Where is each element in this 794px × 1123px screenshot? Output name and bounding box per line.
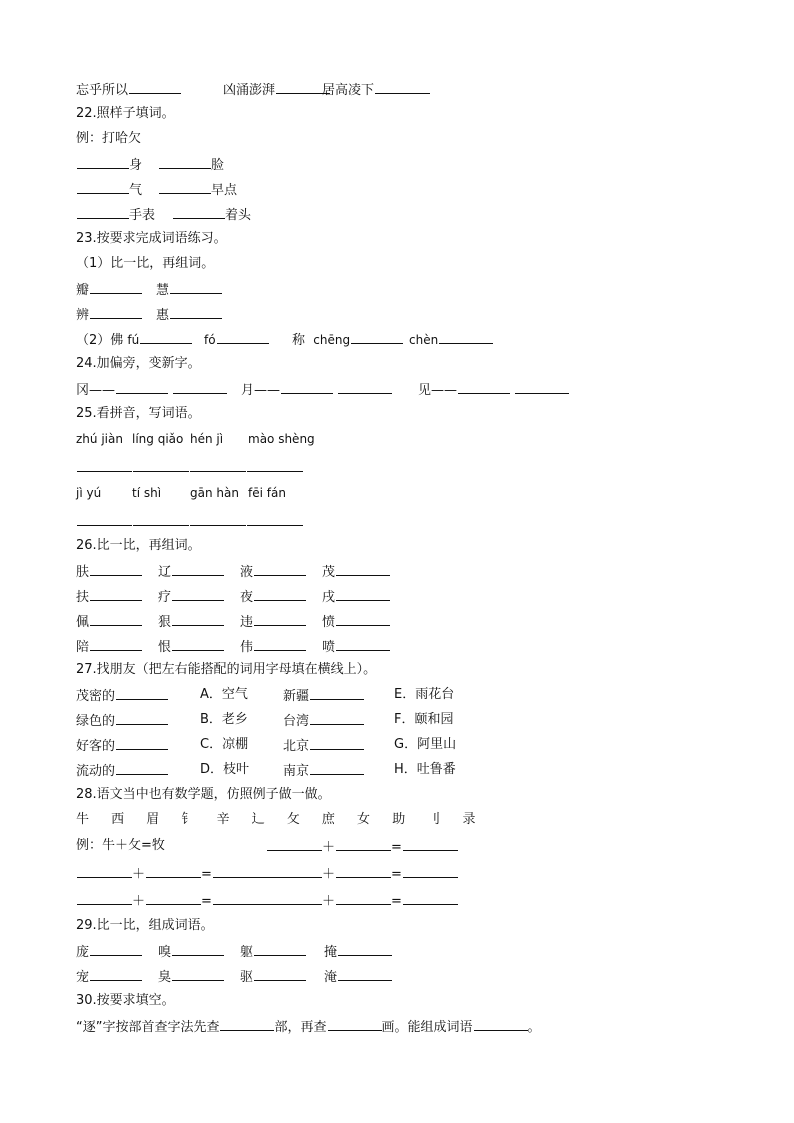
answer-blank[interactable] [172,560,224,576]
answer-blank[interactable] [254,610,306,626]
left-word: 茂密的 [76,689,116,704]
suffix-char: 身 [129,158,143,173]
pinyin: mào shèng [248,432,315,446]
option: C．凉棚 [200,737,249,752]
q27-row [76,759,764,781]
char: 狠 [158,615,172,630]
char: 肤 [76,565,90,580]
answer-blank[interactable] [133,456,189,472]
pinyin: líng qiǎo [132,432,184,446]
equals-sign: = [391,894,402,909]
answer-blank[interactable] [77,153,129,169]
answer-blank[interactable] [474,1015,528,1031]
component-chars: 牛 西 眉 钅 辛 辶 攵 庶 女 助 刂 录 [76,812,485,827]
answer-blank[interactable] [336,889,391,905]
idiom-2: 凶涌澎湃 [223,83,276,98]
q30-text: “逐”字按部首查字法先查 [76,1020,220,1035]
option: A．空气 [200,687,248,702]
answer-blank[interactable] [90,585,142,601]
answer-blank[interactable] [77,510,132,526]
equals-sign: = [391,840,402,855]
answer-blank[interactable] [116,734,168,750]
suffix-char: 着头 [225,208,252,223]
pinyin: fēi fán [248,486,286,500]
suffix-char: 脸 [211,158,225,173]
idiom-1: 忘乎所以 [76,83,129,98]
suffix-char: 早点 [211,183,238,198]
answer-blank[interactable] [254,585,306,601]
answer-blank[interactable] [403,862,458,878]
answer-blank[interactable] [140,328,192,344]
pinyin: chèn [409,333,439,347]
q23-row [76,303,764,325]
q30-text: 画。能组成词语 [381,1020,473,1035]
answer-blank[interactable] [403,889,458,905]
q28-row [76,862,764,884]
q24-title: 24.加偏旁，变新字。 [76,356,201,371]
char: 称 [292,333,306,348]
pinyin: jì yú [76,486,102,500]
char: 宠 [76,970,90,985]
pinyin: gān hàn [190,486,239,500]
answer-blank[interactable] [90,303,142,319]
answer-blank[interactable] [220,1015,274,1031]
q28-example: 例：牛＋攵=牧 [76,838,165,853]
idiom-line [76,78,764,100]
q29-row [76,940,764,962]
option: G．阿里山 [394,737,457,752]
answer-row [76,510,764,532]
char: 佩 [76,615,90,630]
answer-blank[interactable] [116,709,168,725]
left-word: 南京 [283,764,310,779]
answer-blank[interactable] [90,610,142,626]
radical-item: 冈—— [76,383,116,398]
plus-sign: ＋ [322,840,336,855]
q27-row [76,684,764,706]
answer-blank[interactable] [281,378,333,394]
answer-blank[interactable] [77,889,132,905]
char: 陪 [76,640,90,655]
char: 辽 [158,565,172,580]
answer-blank[interactable] [146,862,201,878]
answer-blank[interactable] [170,303,222,319]
plus-sign: ＋ [322,894,336,909]
q29-row [76,965,764,987]
answer-blank[interactable] [172,965,224,981]
plus-sign: ＋ [132,867,146,882]
answer-blank[interactable] [173,203,225,219]
answer-blank[interactable] [172,610,224,626]
q29-title: 29.比一比，组成词语。 [76,918,214,933]
answer-blank[interactable] [116,684,168,700]
char: 伟 [240,640,254,655]
q28-row [76,889,764,911]
left-word: 台湾 [283,714,310,729]
q30-title: 30.按要求填空。 [76,993,175,1008]
q26-row [76,635,764,657]
answer-blank[interactable] [213,862,268,878]
answer-blank[interactable] [336,585,390,601]
answer-blank[interactable] [267,889,322,905]
pinyin-row [76,482,764,504]
left-word: 新疆 [283,689,310,704]
q30-text: 部，再查 [274,1020,327,1035]
q24-row [76,378,764,400]
plus-sign: ＋ [322,867,336,882]
q26-row [76,585,764,607]
answer-blank[interactable] [159,178,211,194]
pinyin: fú [127,333,140,347]
answer-blank[interactable] [90,965,142,981]
left-word: 绿色的 [76,714,116,729]
char: 瓣 [76,283,90,298]
q22-row [76,203,764,225]
answer-blank[interactable] [336,560,390,576]
answer-blank[interactable] [458,378,510,394]
q23-row [76,278,764,300]
answer-blank[interactable] [116,378,168,394]
answer-blank[interactable] [190,510,246,526]
char: 嗅 [158,945,172,960]
char: 躯 [240,945,254,960]
answer-blank[interactable] [254,560,306,576]
answer-blank[interactable] [90,940,142,956]
q25-title: 25.看拼音，写词语。 [76,406,201,421]
answer-blank[interactable] [439,328,493,344]
q22-row [76,178,764,200]
answer-blank[interactable] [172,940,224,956]
q30-row [76,1015,764,1037]
answer-blank[interactable] [77,862,132,878]
char: 茂 [322,565,336,580]
char: 喷 [322,640,336,655]
answer-blank[interactable] [170,278,222,294]
char: 戌 [322,590,336,605]
answer-blank[interactable] [172,585,224,601]
answer-blank[interactable] [129,78,181,94]
answer-blank[interactable] [336,610,390,626]
answer-blank[interactable] [351,328,403,344]
char: 疗 [158,590,172,605]
equals-sign: = [391,867,402,882]
left-word: 北京 [283,739,310,754]
pinyin-row [76,428,764,450]
char: 辨 [76,308,90,323]
pinyin: chēng [313,333,351,347]
answer-blank[interactable] [338,965,392,981]
q26-row [76,560,764,582]
suffix-char: 气 [129,183,143,198]
q27-row [76,734,764,756]
q22-row [76,153,764,175]
char: 淹 [324,970,338,985]
q22-title: 22.照样子填词。 [76,106,175,121]
char: 液 [240,565,254,580]
answer-blank[interactable] [133,510,189,526]
answer-blank[interactable] [336,835,391,851]
answer-blank[interactable] [515,378,569,394]
answer-blank[interactable] [310,709,364,725]
pinyin: hén jì [190,432,224,446]
char: 臭 [158,970,172,985]
answer-blank[interactable] [146,889,201,905]
char: 庞 [76,945,90,960]
radical-item: 见—— [418,383,458,398]
answer-blank[interactable] [213,889,268,905]
answer-blank[interactable] [217,328,269,344]
answer-blank[interactable] [77,203,129,219]
answer-blank[interactable] [90,278,142,294]
char: 夜 [240,590,254,605]
equals-sign: = [201,894,212,909]
option: H．吐鲁番 [394,762,456,777]
answer-blank[interactable] [310,759,364,775]
q23-sub2 [76,328,764,350]
idiom-3: 居高凌下 [322,83,375,98]
q22-example: 例：打哈欠 [76,131,142,146]
q28-title: 28.语文当中也有数学题，仿照例子做一做。 [76,787,331,802]
pinyin: zhú jiàn [76,432,123,446]
answer-blank[interactable] [310,684,364,700]
answer-blank[interactable] [254,635,306,651]
answer-blank[interactable] [328,1015,382,1031]
answer-blank[interactable] [90,635,142,651]
answer-blank[interactable] [267,862,322,878]
q27-row [76,709,764,731]
q27-title: 27.找朋友（把左右能搭配的词用字母填在横线上）。 [76,662,377,677]
answer-blank[interactable] [77,178,129,194]
answer-blank[interactable] [338,940,392,956]
answer-blank[interactable] [403,835,458,851]
q23-sub1: （1）比一比，再组词。 [76,256,215,271]
equals-sign: = [201,867,212,882]
option: B．老乡 [200,712,248,727]
char: 违 [240,615,254,630]
answer-blank[interactable] [254,940,306,956]
plus-sign: ＋ [132,894,146,909]
answer-blank[interactable] [267,835,322,851]
left-word: 好客的 [76,739,116,754]
answer-blank[interactable] [247,510,303,526]
answer-blank[interactable] [336,862,391,878]
answer-blank[interactable] [90,560,142,576]
char: 恨 [158,640,172,655]
char: 惠 [156,308,170,323]
answer-blank[interactable] [375,78,430,94]
radical-item: 月—— [241,383,281,398]
answer-blank[interactable] [310,734,364,750]
suffix-char: 手表 [129,208,156,223]
char: 掩 [324,945,338,960]
answer-blank[interactable] [159,153,211,169]
q26-row [76,610,764,632]
q30-text: 。 [527,1020,541,1035]
q28-row [76,835,764,857]
char: 驱 [240,970,254,985]
answer-blank[interactable] [173,378,227,394]
sub2-label: （2）佛 [76,333,124,348]
char: 愤 [322,615,336,630]
answer-row [76,456,764,478]
pinyin: tí shì [132,486,162,500]
option: D．枝叶 [200,762,250,777]
left-word: 流动的 [76,764,116,779]
q26-title: 26.比一比，再组词。 [76,538,201,553]
answer-blank[interactable] [338,378,392,394]
answer-blank[interactable] [172,635,224,651]
pinyin: fó [204,333,216,347]
answer-blank[interactable] [77,456,132,472]
q23-title: 23.按要求完成词语练习。 [76,231,227,246]
answer-blank[interactable] [190,456,246,472]
char: 扶 [76,590,90,605]
char: 慧 [156,283,170,298]
option: F．颐和园 [394,712,454,727]
answer-blank[interactable] [254,965,306,981]
answer-blank[interactable] [116,759,168,775]
option: E．雨花台 [394,687,455,702]
answer-blank[interactable] [336,635,390,651]
answer-blank[interactable] [247,456,303,472]
